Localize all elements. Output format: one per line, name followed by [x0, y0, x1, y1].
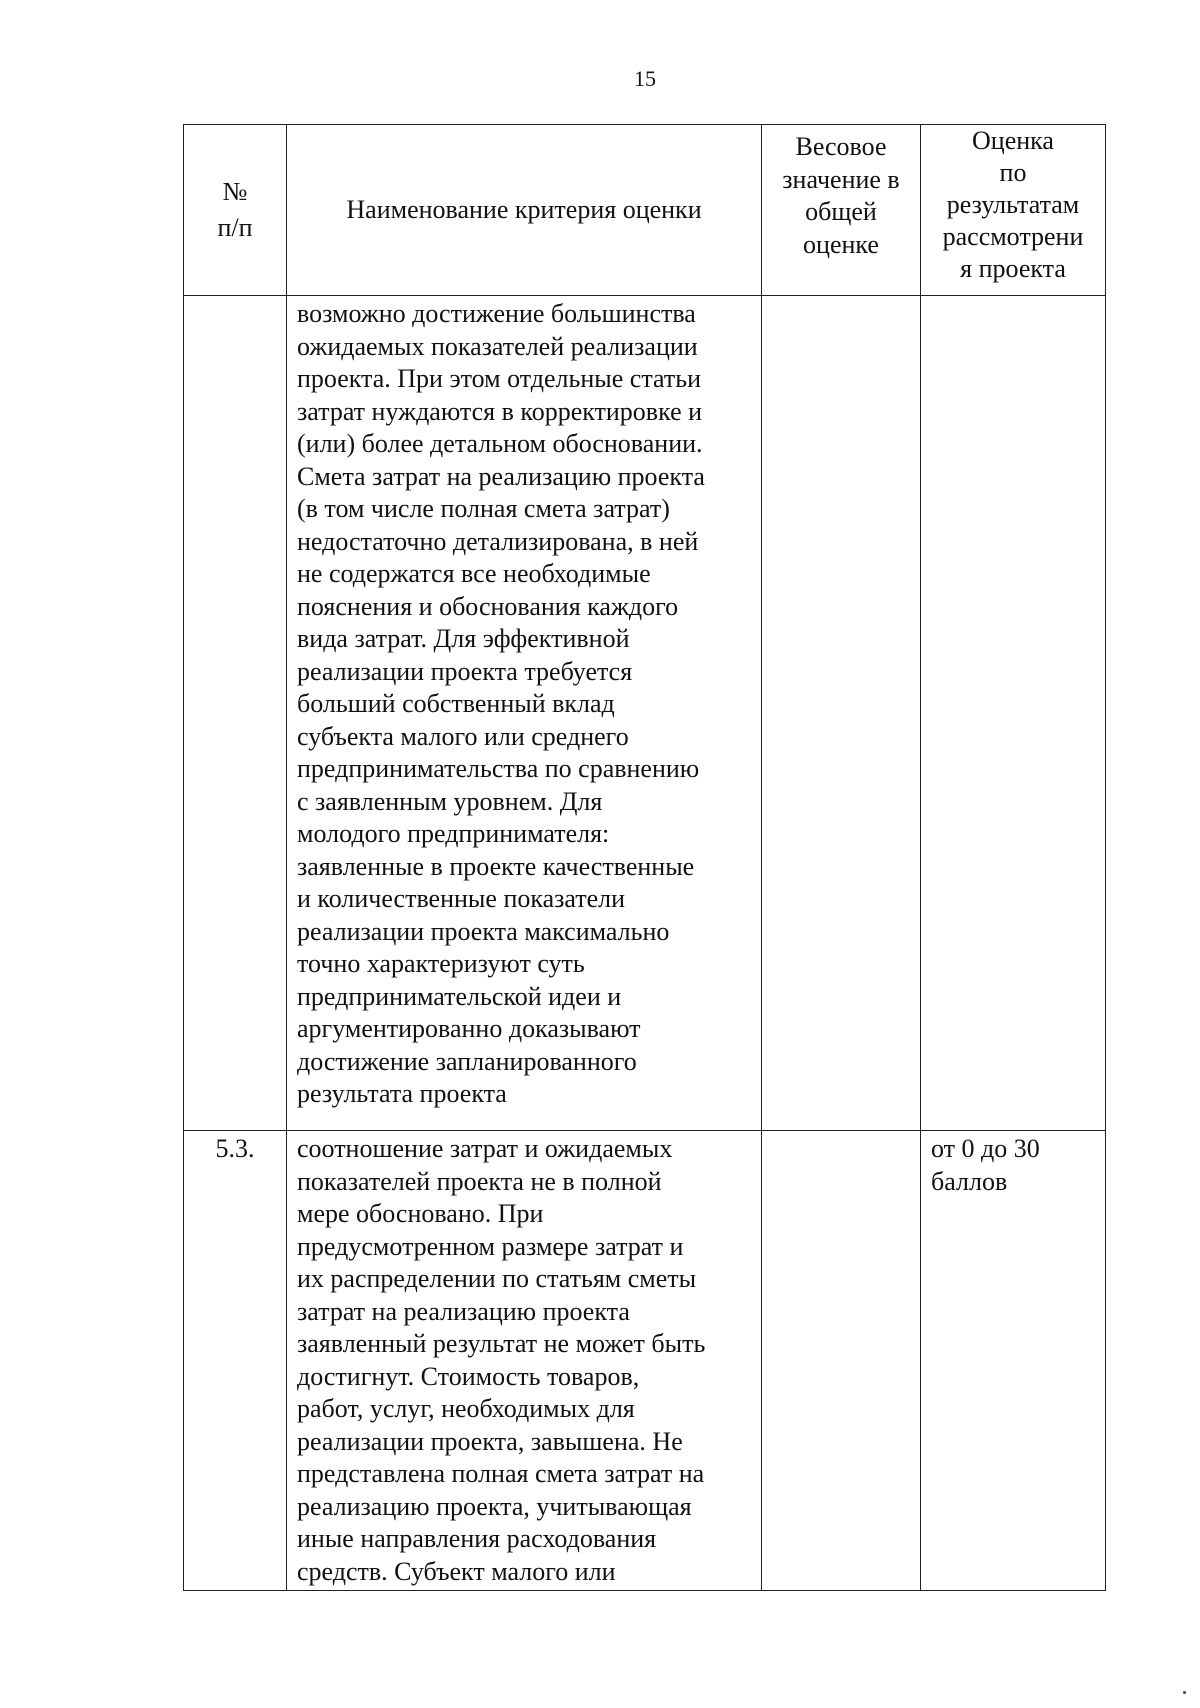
text-line: предпринимательства по сравнению [297, 754, 700, 783]
text-line: ожидаемых показателей реализации [297, 331, 698, 361]
text-line: предпринимательской идеи и [297, 981, 622, 1011]
page-number: 15 [634, 66, 656, 91]
text-line: недостаточно детализирована, в ней [297, 526, 699, 556]
header-number [184, 125, 287, 296]
text-line: молодого предпринимателя: [297, 819, 610, 848]
text-line: их распределении по статьям сметы [297, 1264, 697, 1293]
header-weight-line: значение в [782, 164, 900, 194]
header-criterion-name [287, 125, 762, 296]
text-line: баллов [931, 1166, 1008, 1196]
text-line: достигнут. Стоимость товаров, [297, 1361, 640, 1391]
text-line: проекта. При этом отдельные статьи [297, 364, 702, 393]
header-number-line: п/п [217, 213, 253, 242]
text-line: пояснения и обоснования каждого [297, 591, 679, 621]
text-line: реализацию проекта, учитывающая [297, 1491, 692, 1521]
text-line: с заявленным уровнем. Для [297, 786, 603, 816]
header-weight-line: общей [805, 197, 877, 226]
text-line: заявленные в проекте качественные [297, 851, 695, 881]
header-weight-line: оценке [803, 229, 879, 259]
text-line: субъекта малого или среднего [297, 721, 629, 751]
text-line: реализации проекта максимально [297, 916, 670, 946]
header-number-line: № [222, 177, 248, 206]
header-score-line: результатам [946, 190, 1080, 219]
text-line: затрат на реализацию проекта [297, 1296, 630, 1326]
score-cell [921, 1131, 1106, 1591]
text-line: предусмотренном размере затрат и [297, 1231, 684, 1261]
text-line: возможно достижение большинства [297, 299, 696, 328]
text-line: показателей проекта не в полной [297, 1166, 662, 1196]
text-line: соотношение затрат и ожидаемых [297, 1134, 673, 1163]
text-line: точно характеризуют суть [297, 949, 585, 978]
criteria-table [183, 124, 1106, 1591]
table-row [184, 1131, 1106, 1591]
text-line: иные направления расходования [297, 1524, 657, 1553]
text-line: затрат нуждаются в корректировке и [297, 396, 703, 426]
text-line: результата проекта [297, 1079, 507, 1108]
text-line: реализации проекта требуется [297, 656, 633, 686]
weight-cell [762, 296, 921, 1131]
criterion-text-cell [287, 296, 762, 1131]
header-score-line: по [999, 158, 1027, 187]
text-line: реализации проекта, завышена. Не [297, 1426, 683, 1456]
header-score-line: Оценка [972, 126, 1054, 155]
text-line: достижение запланированного [297, 1046, 637, 1076]
text-line: Смета затрат на реализацию проекта [297, 461, 705, 491]
header-weight-line: Весовое [795, 132, 887, 161]
row-number-cell: 5.3. [184, 1131, 287, 1591]
text-line: (в том числе полная смета затрат) [297, 494, 670, 523]
header-score [921, 125, 1106, 296]
table-header-row [184, 125, 1106, 296]
text-line: аргументированно доказывают [297, 1014, 641, 1043]
text-line: больший собственный вклад [297, 689, 615, 718]
scan-artifact [1183, 1691, 1186, 1694]
text-line: представлена полная смета затрат на [297, 1459, 705, 1488]
text-line: работ, услуг, необходимых для [297, 1394, 635, 1423]
table-row [184, 296, 1106, 1131]
text-line: заявленный результат не может быть [297, 1329, 706, 1358]
score-cell [921, 296, 1106, 1131]
header-weight [762, 125, 921, 296]
text-line: от 0 до 30 [931, 1134, 1040, 1163]
text-line: и количественные показатели [297, 884, 626, 913]
text-line: средств. Субъект малого или [297, 1556, 616, 1586]
text-line: (или) более детальном обосновании. [297, 429, 703, 458]
text-line: мере обосновано. При [297, 1199, 544, 1228]
weight-cell [762, 1131, 921, 1591]
text-line: вида затрат. Для эффективной [297, 624, 630, 653]
text-line: не содержатся все необходимые [297, 559, 651, 588]
row-number-cell [184, 296, 287, 1131]
header-criterion-name-text: Наименование критерия оценки [346, 194, 702, 224]
header-score-line: рассмотрени [942, 222, 1084, 251]
header-score-line: я проекта [960, 254, 1066, 283]
criterion-text-cell [287, 1131, 762, 1591]
